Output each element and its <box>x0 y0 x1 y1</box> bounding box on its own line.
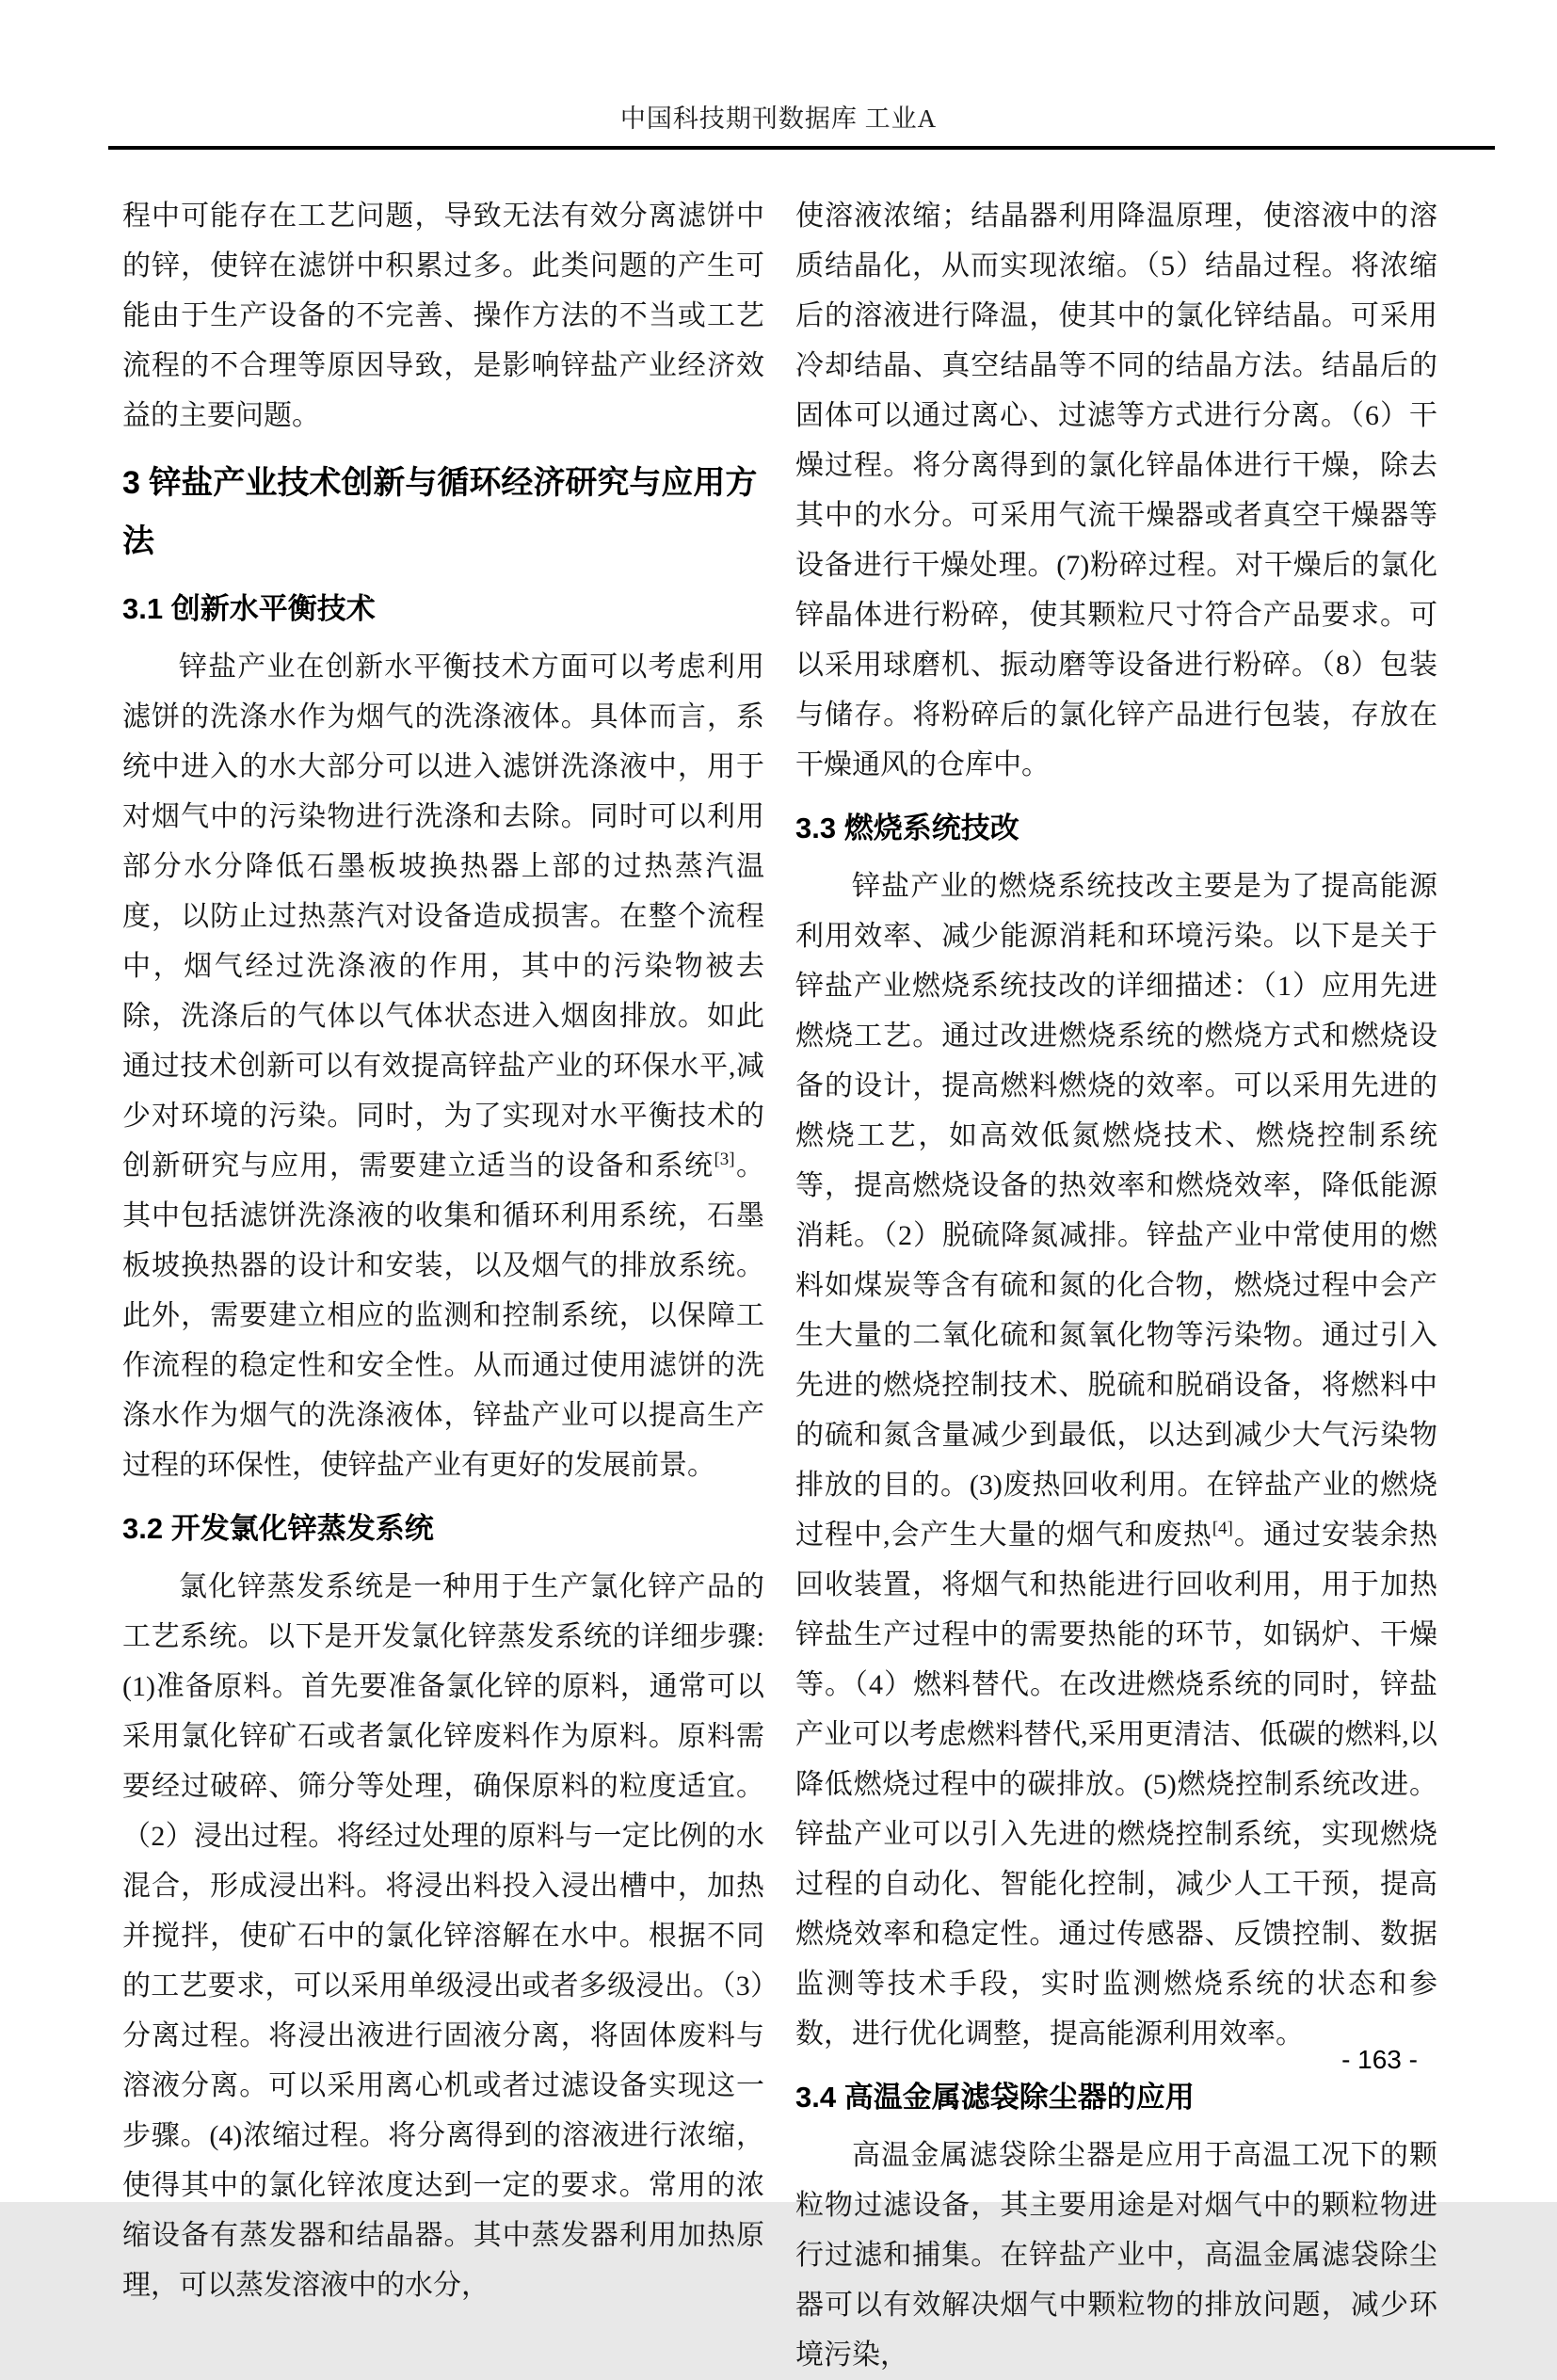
subsection-heading: 3.3 燃烧系统技改 <box>795 812 1019 844</box>
body-paragraph: 氯化锌蒸发系统是一种用于生产氯化锌产品的工艺系统。以下是开发氯化锌蒸发系统的详细步骤:(1)准备原料。首先要准备氯化锌的原料，通常可以采用氯化锌矿石或者氯化锌废料作为原料。原料需要经过破碎、筛分等处理，确保原料的粒度适宜。（2）浸出过程。将经过处理的原料与一定比例的水混合，形成浸出料。将浸出料投入浸出槽中，加热并搅拌，使矿石中的氯化锌溶解在水中。根据不同的工艺要求，可以采用单级浸出或者多级浸出。（3）分离过程。将浸出液进行固液分离，将固体废料与溶液分离。可以采用离心机或者过滤设备实现这一步骤。(4)浓缩过程。将分离得到的溶液进行浓缩，使得其中的氯化锌浓度达到一定的要求。常用的浓缩设备有蒸发器和结晶器。其中蒸发器利用加热原理，可以蒸发溶液中的水分， <box>122 1571 764 2301</box>
citation-marker: [3] <box>714 1150 735 1169</box>
body-paragraph: 程中可能存在工艺问题，导致无法有效分离滤饼中的锌，使锌在滤饼中积累过多。此类问题的产生可能由于生产设备的不完善、操作方法的不当或工艺流程的不合理等原因导致，是影响锌盐产业经济效益的主要问题。 <box>122 201 764 431</box>
body-paragraph: 锌盐产业的燃烧系统技改主要是为了提高能源利用效率、减少能源消耗和环境污染。以下是关于锌盐产业燃烧系统技改的详细描述：（1）应用先进燃烧工艺。通过改进燃烧系统的燃烧方式和燃烧设备的设计，提高燃料燃烧的效率。可以采用先进的燃烧工艺，如高效低氮燃烧技术、燃烧控制系统等，提高燃烧设备的热效率和燃烧效率，降低能源消耗。（2）脱硫降氮减排。锌盐产业中常使用的燃料如煤炭等含有硫和氮的化合物，燃烧过程中会产生大量的二氧化硫和氮氧化物等污染物。通过引入先进的燃烧控制技术、脱硫和脱硝设备，将燃料中的硫和氮含量减少到最低，以达到减少大气污染物排放的目的。(3)废热回收利用。在锌盐产业的燃烧过程中,会产生大量的烟气和废热[4]。通过安装余热回收装置，将烟气和热能进行回收利用，用于加热锌盐生产过程中的需要热能的环节，如锅炉、干燥等。（4）燃料替代。在改进燃烧系统的同时，锌盐产业可以考虑燃料替代,采用更清洁、低碳的燃料,以降低燃烧过程中的碳排放。(5)燃烧控制系统改进。锌盐产业可以引入先进的燃烧控制系统，实现燃烧过程的自动化、智能化控制，减少人工干预，提高燃烧效率和稳定性。通过传感器、反馈控制、数据监测等技术手段，实时监测燃烧系统的状态和参数，进行优化调整，提高能源利用效率。 <box>795 871 1437 2050</box>
left-column <box>122 191 764 2380</box>
body-paragraph: 锌盐产业在创新水平衡技术方面可以考虑利用滤饼的洗涤水作为烟气的洗涤液体。具体而言，系统中进入的水大部分可以进入滤饼洗涤液中，用于对烟气中的污染物进行洗涤和去除。同时可以利用部分水分降低石墨板坡换热器上部的过热蒸汽温度，以防止过热蒸汽对设备造成损害。在整个流程中，烟气经过洗涤液的作用，其中的污染物被去除，洗涤后的气体以气体状态进入烟囱排放。如此通过技术创新可以有效提高锌盐产业的环保水平,减少对环境的污染。同时，为了实现对水平衡技术的创新研究与应用，需要建立适当的设备和系统[3]。其中包括滤饼洗涤液的收集和循环利用系统，石墨板坡换热器的设计和安装，以及烟气的排放系统。此外，需要建立相应的监测和控制系统，以保障工作流程的稳定性和安全性。从而通过使用滤饼的洗涤水作为烟气的洗涤液体，锌盐产业可以提高生产过程的环保性，使锌盐产业有更好的发展前景。 <box>122 651 765 1481</box>
citation-marker: [4] <box>1212 1519 1233 1538</box>
subsection-heading: 3.2 开发氯化锌蒸发系统 <box>122 1512 434 1545</box>
page-header <box>0 0 1557 150</box>
two-column-body <box>0 150 1557 2380</box>
journal-title: 中国科技期刊数据库 工业A <box>619 105 938 133</box>
section-heading: 3 锌盐产业技术创新与循环经济研究与应用方法 <box>122 465 758 559</box>
subsection-heading: 3.1 创新水平衡技术 <box>122 592 376 625</box>
body-paragraph: 高温金属滤袋除尘器是应用于高温工况下的颗粒物过滤设备，其主要用途是对烟气中的颗粒物进行过滤和捕集。在锌盐产业中，高温金属滤袋除尘器可以有效解决烟气中颗粒物的排放问题，减少环境污染， <box>795 2140 1437 2371</box>
page-number: - 163 - <box>1341 2045 1418 2074</box>
subsection-heading: 3.4 高温金属滤袋除尘器的应用 <box>795 2081 1195 2114</box>
body-paragraph: 使溶液浓缩；结晶器利用降温原理，使溶液中的溶质结晶化，从而实现浓缩。（5）结晶过程。将浓缩后的溶液进行降温，使其中的氯化锌结晶。可采用冷却结晶、真空结晶等不同的结晶方法。结晶后的固体可以通过离心、过滤等方式进行分离。（6）干燥过程。将分离得到的氯化锌晶体进行干燥，除去其中的水分。可采用气流干燥器或者真空干燥器等设备进行干燥处理。(7)粉碎过程。对干燥后的氯化锌晶体进行粉碎，使其颗粒尺寸符合产品要求。可以采用球磨机、振动磨等设备进行粉碎。（8）包装与储存。将粉碎后的氯化锌产品进行包装，存放在干燥通风的仓库中。 <box>795 201 1437 780</box>
